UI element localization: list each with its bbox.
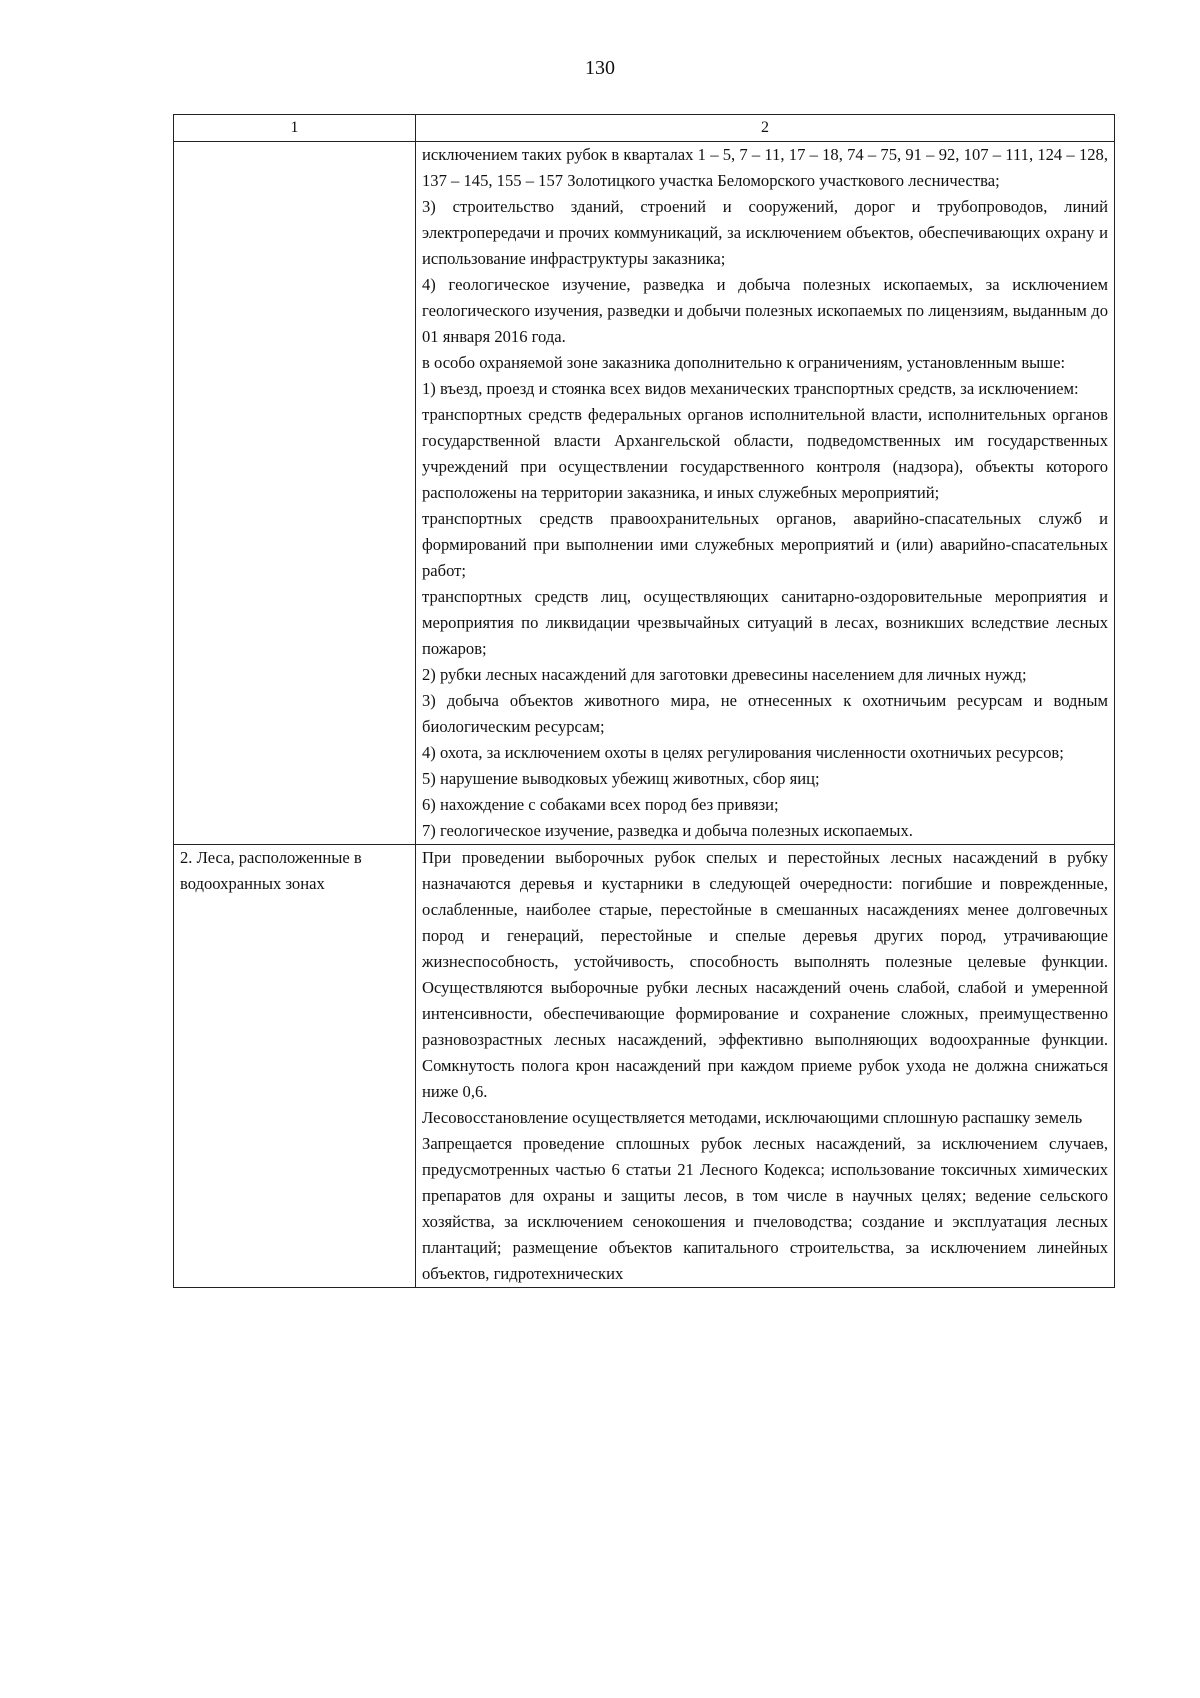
table-row [174,845,1115,1288]
row2-rules-cell [416,845,1115,1288]
table-header-row [174,115,1115,142]
paragraph: При проведении выборочных рубок спелых и перестойных лесных насаждений в рубку назначаются деревья и кустарники в следующей очередности: погибшие и поврежденные, ослабленные, наиболее старые, перестойные в смешанных насаждениях менее долговечных пород и генераций, перестойные и спелые деревья других пород, утрачивающие жизнеспособность, устойчивость, способность выполнять полезные целевые функции. Осуществляются выборочные рубки лесных насаждений очень слабой, слабой и умеренной интенсивности, обеспечивающие формирование и сохранение сложных, преимущественно разновозрастных лесных насаждений, эффективно выполняющих водоохранные функции. Сомкнутость полога крон насаждений при каждом приеме рубок ухода не должна снижаться ниже 0,6. [422,848,1108,1101]
row1-rules-cell [416,142,1115,845]
paragraph: 3) добыча объектов животного мира, не отнесенных к охотничьим ресурсам и водным биологическим ресурсам; [422,691,1108,736]
paragraph: исключением таких рубок в кварталах 1 – 5, 7 – 11, 17 – 18, 74 – 75, 91 – 92, 107 – 111, 124 – 128, 137 – 145, 155 – 157 Золотицкого участка Беломорского участкового лесничества; [422,145,1108,190]
row1-category-cell [174,142,416,845]
paragraph: транспортных средств лиц, осуществляющих санитарно-оздоровительные мероприятия и мероприятия по ликвидации чрезвычайных ситуаций в лесах, возникших вследствие лесных пожаров; [422,587,1108,658]
paragraph: в особо охраняемой зоне заказника дополнительно к ограничениям, установленным выше: [422,353,1066,372]
category-label: 2. Леса, расположенные в водоохранных зонах [180,848,362,893]
page-number: 130 [585,57,615,79]
paragraph: 7) геологическое изучение, разведка и добыча полезных ископаемых. [422,821,913,840]
table-row [174,142,1115,845]
paragraph: 4) охота, за исключением охоты в целях регулирования численности охотничьих ресурсов; [422,743,1064,762]
paragraph: 2) рубки лесных насаждений для заготовки древесины населением для личных нужд; [422,665,1027,684]
paragraph: 6) нахождение с собаками всех пород без привязи; [422,795,779,814]
paragraph: 3) строительство зданий, строений и сооружений, дорог и трубопроводов, линий электропередачи и прочих коммуникаций, за исключением объектов, обеспечивающих охрану и использование инфраструктуры заказника; [422,197,1108,268]
header-col-2: 2 [416,115,1115,142]
paragraph: Запрещается проведение сплошных рубок лесных насаждений, за исключением случаев, предусмотренных частью 6 статьи 21 Лесного Кодекса; использование токсичных химических препаратов для охраны и защиты лесов, в том числе в научных целях; ведение сельского хозяйства, за исключением сенокошения и пчеловодства; создание и эксплуатация лесных плантаций; размещение объектов капитального строительства, за исключением линейных объектов, гидротехнических [422,1134,1108,1283]
paragraph: Лесовосстановление осуществляется методами, исключающими сплошную распашку земель [422,1108,1083,1127]
paragraph: транспортных средств правоохранительных органов, аварийно-спасательных служб и формирований при выполнении ими служебных мероприятий и (или) аварийно-спасательных работ; [422,509,1108,580]
paragraph: 5) нарушение выводковых убежищ животных, сбор яиц; [422,769,820,788]
header-col-1: 1 [174,115,416,142]
paragraph: 4) геологическое изучение, разведка и добыча полезных ископаемых, за исключением геологического изучения, разведки и добычи полезных ископаемых по лицензиям, выданным до 01 января 2016 года. [422,275,1108,346]
row2-category-cell [174,845,416,1288]
paragraph: транспортных средств федеральных органов исполнительной власти, исполнительных органов государственной власти Архангельской области, подведомственных им государственных учреждений при осуществлении государственного контроля (надзора), объекты которого расположены на территории заказника, и иных служебных мероприятий; [422,405,1108,502]
paragraph: 1) въезд, проезд и стоянка всех видов механических транспортных средств, за исключением: [422,379,1079,398]
regulation-table [173,114,1115,1288]
